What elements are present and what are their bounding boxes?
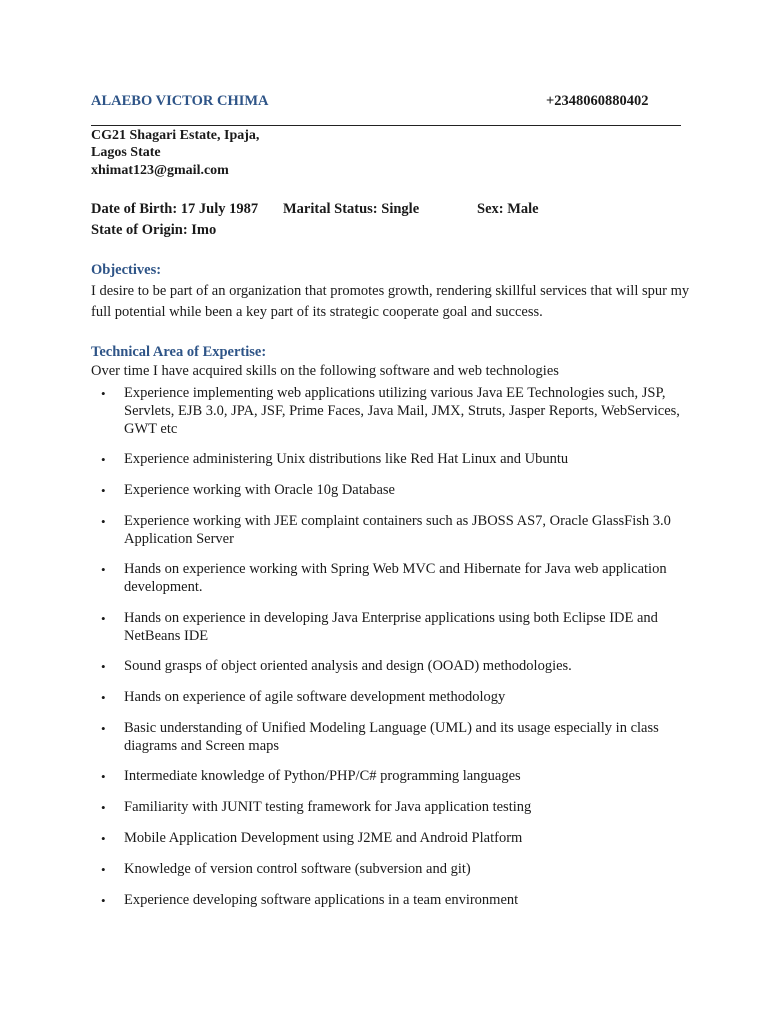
bullet-icon: • bbox=[101, 483, 106, 498]
skill-text: Basic understanding of Unified Modeling Language (UML) and its usage especially in class diagrams and Screen maps bbox=[124, 720, 659, 754]
bullet-icon: • bbox=[101, 514, 106, 529]
objectives-heading: Objectives: bbox=[91, 262, 162, 278]
skill-text: Experience working with Oracle 10g Database bbox=[124, 482, 395, 498]
address-line-1: CG21 Shagari Estate, Ipaja, bbox=[91, 128, 260, 143]
address-line-2: Lagos State bbox=[91, 145, 161, 160]
state-of-origin: State of Origin: Imo bbox=[91, 222, 217, 238]
skill-text: Hands on experience working with Spring Web MVC and Hibernate for Java web application development. bbox=[124, 561, 667, 595]
skill-text: Hands on experience in developing Java Enterprise applications using both Eclipse IDE and NetBeans IDE bbox=[124, 610, 658, 644]
skill-text: Hands on experience of agile software development methodology bbox=[124, 689, 506, 705]
bullet-icon: • bbox=[101, 800, 106, 815]
skill-text: Experience developing software applications in a team environment bbox=[124, 892, 519, 908]
bullet-icon: • bbox=[101, 769, 106, 784]
bullet-icon: • bbox=[101, 452, 106, 467]
skill-text: Knowledge of version control software (subversion and git) bbox=[124, 861, 471, 877]
skill-text: Familiarity with JUNIT testing framework for Java application testing bbox=[124, 799, 532, 815]
bullet-icon: • bbox=[101, 659, 106, 674]
skill-text: Mobile Application Development using J2ME and Android Platform bbox=[124, 830, 523, 846]
bullet-icon: • bbox=[101, 611, 106, 626]
bullet-icon: • bbox=[101, 721, 106, 736]
header-divider bbox=[91, 125, 681, 126]
date-of-birth: Date of Birth: 17 July 1987 bbox=[91, 201, 259, 217]
skill-text: Experience administering Unix distributions like Red Hat Linux and Ubuntu bbox=[124, 451, 569, 467]
candidate-name: ALAEBO VICTOR CHIMA bbox=[91, 93, 269, 109]
expertise-intro: Over time I have acquired skills on the following software and web technologies bbox=[91, 363, 559, 379]
bullet-icon: • bbox=[101, 831, 106, 846]
expertise-heading: Technical Area of Expertise: bbox=[91, 344, 267, 360]
sex: Sex: Male bbox=[477, 201, 539, 217]
bullet-icon: • bbox=[101, 386, 106, 401]
skill-text: Intermediate knowledge of Python/PHP/C# programming languages bbox=[124, 768, 521, 784]
bullet-icon: • bbox=[101, 690, 106, 705]
skill-text: Experience working with JEE complaint containers such as JBOSS AS7, Oracle GlassFish 3.0 Application Server bbox=[124, 513, 671, 547]
phone-number: +2348060880402 bbox=[546, 93, 649, 109]
bullet-icon: • bbox=[101, 562, 106, 577]
objectives-text: I desire to be part of an organization that promotes growth, rendering skillful services that will spur my full potential while been a key part of its strategic cooperate goal and success. bbox=[91, 283, 690, 320]
bullet-icon: • bbox=[101, 862, 106, 877]
bullet-icon: • bbox=[101, 893, 106, 908]
skill-text: Experience implementing web applications utilizing various Java EE Technologies such, JSP, Servlets, EJB 3.0, JPA, JSF, Prime Faces, Java Mail, JMX, Struts, Jasper Reports, WebServices, GWT etc bbox=[124, 385, 680, 437]
skill-text: Sound grasps of object oriented analysis and design (OOAD) methodologies. bbox=[124, 658, 572, 674]
marital-status: Marital Status: Single bbox=[283, 201, 420, 217]
email-address: xhimat123@gmail.com bbox=[91, 163, 229, 178]
